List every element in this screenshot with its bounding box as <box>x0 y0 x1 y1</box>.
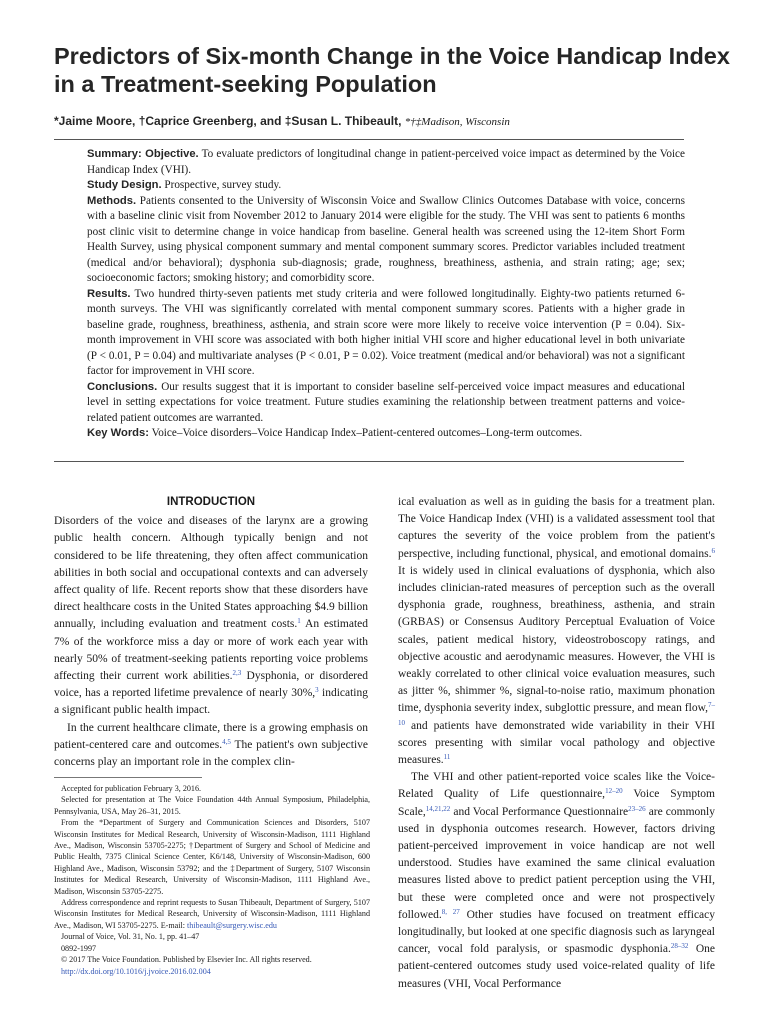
citation-ref[interactable]: 1 <box>297 617 301 626</box>
right-column <box>398 494 715 993</box>
citation-ref[interactable]: 11 <box>443 753 451 762</box>
footnote-presentation: Selected for presentation at The Voice Foundation 44th Annual Symposium, Philadelphia, Pennsylvania, USA, May 26–31, 2015. <box>54 795 370 816</box>
author-names: *Jaime Moore, †Caprice Greenberg, and ‡Susan L. Thibeault, <box>54 114 402 128</box>
results-label: Results. <box>87 287 131 300</box>
section-heading-introduction: INTRODUCTION <box>166 496 256 508</box>
intro-paragraph-4: The VHI and other patient-reported voice scales like the Voice-Related Quality of Life questionnaire,$^{12-20}$ Voice Symptom Scale,$^{14,21,22}$ and Vocal Performance Questionnaire$^{23-26}$ are commonly used in dysphonia outcomes research. However, factors driving patient-perceived improvement in voice handicap are not well understood. Studies have examined the same clinical evaluation measures listed above to predict patient perception using the VHI, but these were completed once and were not prospectively followed.$^{8, 27}$ Other studies have focused on treatment efficacy longitudinally, but looked at one specific diagnosis such as laryngeal cancer, vocal fold paralysis, or spasmodic dysphonia.$^{28-32}$ One patient-centered outcomes study used voice-related quality of life measures (VHI, Vocal Performance <box>398 771 716 990</box>
email-link[interactable]: thibeault@surgery.wisc.edu <box>187 920 277 930</box>
abstract-keywords <box>87 426 685 442</box>
intro-paragraph-3: ical evaluation as well as in guiding the basis for a treatment plan. The Voice Handicap Index (VHI) is a validated assessment tool that captures the severity of the voice problem from the patient's perspective, including functional, physical, and emotional domains.$^6$ It is widely used in clinical evaluations of dysphonia, which also includes clinician-rated measures of perception such as the overall dysphonia grade, roughness, breathiness, asthenia, and strain (GRBAS) or Consensus Auditory Perceptual Evaluation of Voice scales, patient medical history, videostroboscopy ratings, and objective acoustic and aerodynamic measures. However, the VHI is weakly correlated to other clinical voice evaluation measures, such as jitter %, shimmer %, signal-to-noise ratio, maximum phonation time, dysphonia severity index, subglottic pressure, and mean flow,$^{7-10}$ and patients have demonstrated wide variability in their VHI scores presenting with similar vocal pathology and objective measures.$^{11}$ <box>398 496 715 767</box>
keywords-label: Key Words: <box>87 427 149 439</box>
footnote-rule <box>54 777 202 778</box>
citation-ref[interactable]: 3 <box>315 686 319 695</box>
author-line <box>54 114 744 130</box>
doi-link[interactable]: http://dx.doi.org/10.1016/j.jvoice.2016.02.004 <box>61 966 211 976</box>
objective-text: To evaluate predictors of longitudinal change in patient-perceived voice impact as determined by the Voice Handicap Index (VHI). <box>87 148 685 176</box>
citation-ref[interactable]: 4,5 <box>222 737 231 746</box>
footnote-affiliations: From the *Department of Surgery and Communication Sciences and Disorders, 5107 Wisconsin Institutes for Medical Research, University of Wisconsin-Madison, 1111 Highland Ave., Madison, Wisconsin 53705-2275; †Department of Surgery and School of Medicine and Public Health, 7375 Clinical Science Center, K6/148, University of Wisconsin-Madison, 600 Highland Ave., Madison, Wisconsin 53792; and the ‡Department of Surgery, 5107 Wisconsin Institutes for Medical Research, University of Wisconsin-Madison, 1111 Highland Ave., Madison, Wisconsin 53705-2275. <box>54 818 370 896</box>
objective-label: Summary: Objective. <box>87 148 199 160</box>
abstract-design <box>87 178 685 194</box>
footnote-copyright: © 2017 The Voice Foundation. Published by Elsevier Inc. All rights reserved. <box>61 955 312 965</box>
design-label: Study Design. <box>87 179 162 191</box>
abstract-conclusions <box>87 380 685 427</box>
methods-label: Methods. <box>87 194 137 207</box>
citation-ref[interactable]: 12–20 <box>605 787 623 796</box>
conclusions-label: Conclusions. <box>87 380 158 393</box>
paper-title: Predictors of Six-month Change in the Voice Handicap Index in a Treatment-seeking Population <box>54 43 730 97</box>
abstract-bottom-rule <box>54 461 684 462</box>
keywords-text: Voice–Voice disorders–Voice Handicap Index–Patient-centered outcomes–Long-term outcomes. <box>151 427 583 439</box>
citation-ref[interactable]: 7–10 <box>398 701 715 727</box>
abstract-top-rule <box>54 139 684 140</box>
design-text: Prospective, survey study. <box>164 179 282 191</box>
author-affiliation: *†‡Madison, Wisconsin <box>404 116 510 128</box>
footnote-issn: 0892-1997 <box>61 943 97 953</box>
results-text: Two hundred thirty-seven patients met study criteria and were followed longitudinally. Eighty-two patients returned 6-month surveys. The VHI was significantly correlated with mental component summary scores. Patients with a higher grade in baseline grade, roughness, breathiness, asthenia, and strain score were more likely to receive voice intervention (P = 0.04). Six-month improvement in VHI score was associated with both higher initial VHI score and higher educational level in both univariate (P < 0.01, P = 0.04) and multivariate analyses (P < 0.01, P = 0.02). Voice treatment (medical and/or behavioral) was not a significant factor for improvement in VHI score. <box>87 287 685 377</box>
left-column <box>54 494 368 771</box>
citation-ref[interactable]: 23–26 <box>628 804 646 813</box>
citation-ref[interactable]: 2,3 <box>232 669 242 678</box>
abstract <box>87 147 685 442</box>
footnote-correspondence: Address correspondence and reprint requests to Susan Thibeault, Department of Surgery, 5107 Wisconsin Institutes for Medical Research, University of Wisconsin-Madison, 1111 Highland Ave., Madison, WI 53705-2275. E-mail: thibeault@surgery.wisc.edu <box>54 898 370 930</box>
citation-ref[interactable]: 6 <box>711 546 715 555</box>
intro-paragraph-2: In the current healthcare climate, there is a growing emphasis on patient-centered care and outcomes.$^{4,5}$ The patient's own subjective concerns play an important role in the complex clin- <box>54 721 368 769</box>
footnote-journal: Journal of Voice, Vol. 31, No. 1, pp. 41–47 <box>61 932 200 942</box>
footnote-accepted: Accepted for publication February 3, 2016. <box>61 784 202 793</box>
citation-ref[interactable]: 28–32 <box>670 942 689 951</box>
footnotes <box>54 783 370 977</box>
abstract-results <box>87 287 685 380</box>
abstract-methods <box>87 194 685 287</box>
abstract-objective <box>87 147 685 178</box>
methods-text: Patients consented to the University of Wisconsin Voice and Swallow Clinics Outcomes Database with voice, concerns with a baseline clinic visit from November 2012 to January 2014 were eligible for the study. The VHI was sent to patients 6 months post clinic visit to determine change in voice handicap from baseline. General health was screened using the 12-item Short Form Health Survey, using physical component summary and mental component summary scores. Predictor variables included treatment (medical and/or behavioral); dysphonia sub-diagnosis; grade, roughness, breathiness, asthenia, and strain rating; age; sex; socioeconomic factors; smoking history; and comorbidity score. <box>87 194 686 284</box>
conclusions-text: Our results suggest that it is important to consider baseline self-perceived voice impact measures and educational level in setting expectations for voice treatment. Future studies examining the relationship between treatment patterns and voice-related patient outcomes are warranted. <box>87 380 685 424</box>
citation-ref[interactable]: 8, 27 <box>441 907 460 916</box>
intro-paragraph-1: Disorders of the voice and diseases of the larynx are a growing public health concern. Although typically benign and not considered to be life threatening, they often affect communication abilities in both social and occupational contexts and can adversely affect quality of life. Recent reports show that these disorders have direct healthcare costs in the United States approaching $4.9 billion annually, including evaluation and treatment costs.$^1$ An estimated 7% of the workforce miss a day or more of work each year with nearly 50% of treatment-seeking patients reporting voice problems affecting their current work abilities.$^{2,3}$ Dysphonia, or disordered voice, has a reported lifetime prevalence of nearly 30%,$^3$ indicating a significant public health impact. <box>54 515 368 717</box>
citation-ref[interactable]: 14,21,22 <box>425 804 451 813</box>
